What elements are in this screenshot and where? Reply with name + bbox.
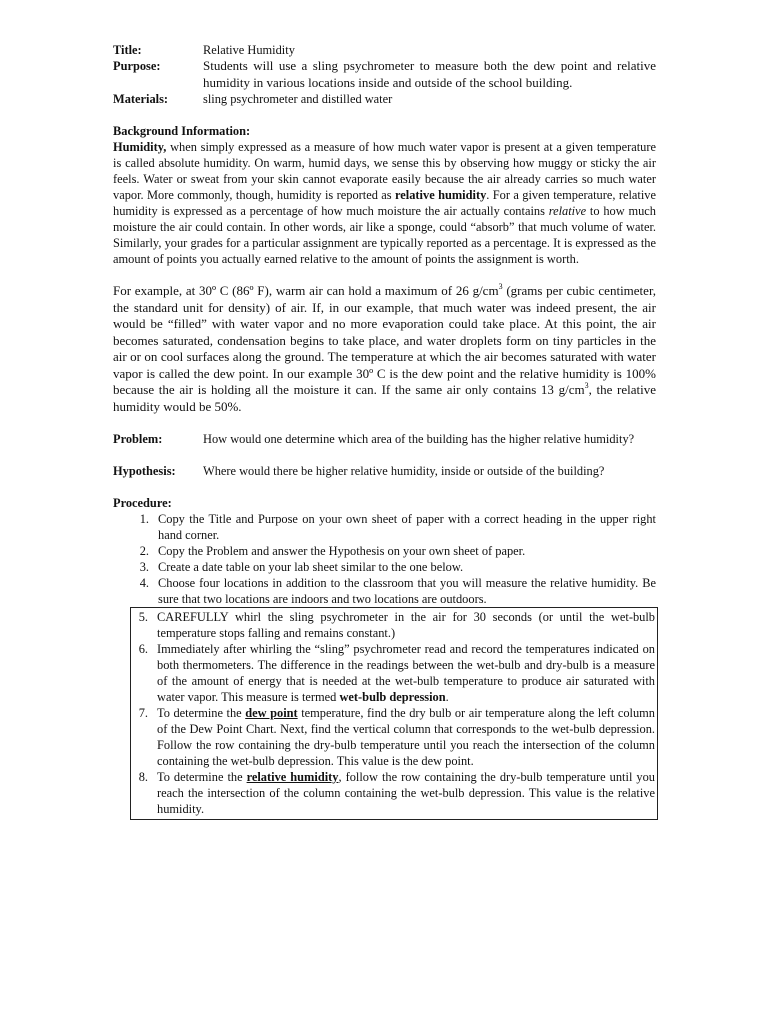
step-number: 4. bbox=[139, 576, 149, 590]
step-number: 6. bbox=[138, 642, 148, 656]
humidity-term: Humidity, bbox=[113, 140, 167, 154]
step-text-part: Immediately after whirling the “sling” psychrometer read and record the temperatures indicated on both thermometers. The difference in the readings between the wet-bulb and dry-bulb is a measure of the amount of energy that is needed at the wet-bulb temperature to produce air saturated with water vapor. This measure is termed bbox=[157, 642, 655, 704]
procedure-step bbox=[131, 641, 655, 705]
problem-row bbox=[113, 431, 656, 447]
step-text-part: To determine the bbox=[157, 770, 247, 784]
procedure-step bbox=[113, 543, 656, 559]
problem-label: Problem: bbox=[113, 432, 163, 446]
p1-text-b: . For a given temperature, relative humidity is expressed as a percentage of how much moisture the air actually contains bbox=[113, 188, 656, 218]
procedure-list bbox=[113, 511, 656, 607]
procedure-step bbox=[113, 575, 656, 607]
purpose-row bbox=[113, 58, 656, 91]
step-text: Copy the Problem and answer the Hypothesis on your own sheet of paper. bbox=[158, 544, 526, 558]
materials-value: sling psychrometer and distilled water bbox=[203, 92, 393, 106]
procedure-step bbox=[113, 559, 656, 575]
materials-label: Materials: bbox=[113, 92, 169, 106]
step-text-part: To determine the bbox=[157, 706, 246, 720]
p1-text-a: when simply expressed as a measure of how much water vapor is present at a given temperature is called absolute humidity. On warm, humid days, we sense this by observing how muggy or sticky the air feels. Water or sweat from your skin cannot evaporate easily because the air already carries so much water vapor. More commonly, though, humidity is reported as bbox=[113, 140, 656, 202]
procedure-step bbox=[131, 609, 655, 641]
relative-humidity-term-underlined: relative humidity bbox=[246, 770, 339, 784]
procedure-step bbox=[131, 769, 655, 817]
background-paragraph-2 bbox=[113, 283, 656, 415]
p2-text-a: For example, at 30º C (86º F), warm air can hold a maximum of 26 g/cm bbox=[113, 283, 499, 298]
title-row bbox=[113, 42, 656, 58]
p1-text-c: to how much moisture the air could contain. In other words, air like a sponge, could “absorb” that much volume of water. Similarly, your grades for a particular assignment are typically reported as a percentage. It is expressed as the amount of points you actually earned relative to the amount of points the assignment is worth. bbox=[113, 204, 656, 266]
step-text: Choose four locations in addition to the classroom that you will measure the relative humidity. Be sure that two locations are indoors and two locations are outdoors. bbox=[158, 576, 656, 606]
step-number: 8. bbox=[138, 770, 148, 784]
purpose-value: Students will use a sling psychrometer to measure both the dew point and relative humidity in various locations inside and outside of the school building. bbox=[203, 58, 656, 90]
step-text: CAREFULLY whirl the sling psychrometer in the air for 30 seconds (or until the wet-bulb temperature stops falling and remains constant.) bbox=[157, 610, 655, 640]
relative-italic: relative bbox=[548, 204, 587, 218]
materials-row bbox=[113, 91, 656, 107]
step-text: Create a date table on your lab sheet similar to the one below. bbox=[158, 560, 464, 574]
background-paragraph-1 bbox=[113, 139, 656, 267]
step-number: 2. bbox=[139, 544, 149, 558]
relative-humidity-term: relative humidity bbox=[395, 188, 487, 202]
hypothesis-text: Where would there be higher relative humidity, inside or outside of the building? bbox=[203, 464, 605, 478]
hypothesis-label: Hypothesis: bbox=[113, 464, 176, 478]
dew-point-term: dew point bbox=[245, 706, 298, 720]
p2-text-b: (grams per cubic centimeter, the standard unit for density) of air. If, in our example, that much water was indeed present, the air would be “filled” with water vapor and no more evaporation could take place. At this point, the air becomes saturated, condensation begins to take place, and water droplets form on tiny particles in the air or on cool surfaces along the ground. The temperature at which the air becomes saturated with water vapor is called the dew point. In our example 30º C is the dew point and the relative humidity is 100% because the air is holding all the moisture it can. If the same air only contains 13 g/cm bbox=[113, 283, 657, 397]
step-text bbox=[157, 769, 655, 817]
step-text-part: temperature, find the dry bulb or air temperature along the left column of the Dew Point Chart. Next, find the vertical column that corresponds to the wet-bulb depression. Follow the row containing the dry-bulb temperature until you reach the intersection of the column containing the wet-bulb depression. This value is the dew point. bbox=[157, 706, 655, 768]
step-number: 1. bbox=[139, 512, 149, 526]
procedure-step bbox=[113, 511, 656, 543]
title-label: Title: bbox=[113, 43, 142, 57]
procedure-heading: Procedure: bbox=[113, 496, 172, 510]
hypothesis-row bbox=[113, 463, 656, 479]
wet-bulb-depression-term: wet-bulb depression bbox=[339, 690, 446, 704]
problem-text: How would one determine which area of the building has the higher relative humidity? bbox=[203, 432, 635, 446]
p2-text-c: , the relative humidity would be 50%. bbox=[113, 382, 656, 414]
step-text bbox=[157, 641, 655, 705]
purpose-label: Purpose: bbox=[113, 59, 161, 73]
boxed-procedure-steps bbox=[130, 607, 658, 820]
p2-superscript-2: 3 bbox=[584, 380, 589, 390]
background-heading: Background Information: bbox=[113, 124, 251, 138]
step-text bbox=[157, 705, 655, 769]
step-text-part: . bbox=[445, 690, 449, 704]
title-value: Relative Humidity bbox=[203, 43, 295, 57]
procedure-step bbox=[131, 705, 655, 769]
step-text-part: , follow the row containing the dry-bulb temperature until you reach the intersection of the column containing the wet-bulb depression. This value is the relative humidity. bbox=[157, 770, 655, 816]
step-number: 3. bbox=[139, 560, 149, 574]
step-number: 5. bbox=[138, 610, 148, 624]
p2-superscript-1: 3 bbox=[498, 281, 503, 291]
step-number: 7. bbox=[138, 706, 148, 720]
document-page bbox=[113, 42, 656, 820]
step-text: Copy the Title and Purpose on your own sheet of paper with a correct heading in the upper right hand corner. bbox=[158, 512, 656, 542]
